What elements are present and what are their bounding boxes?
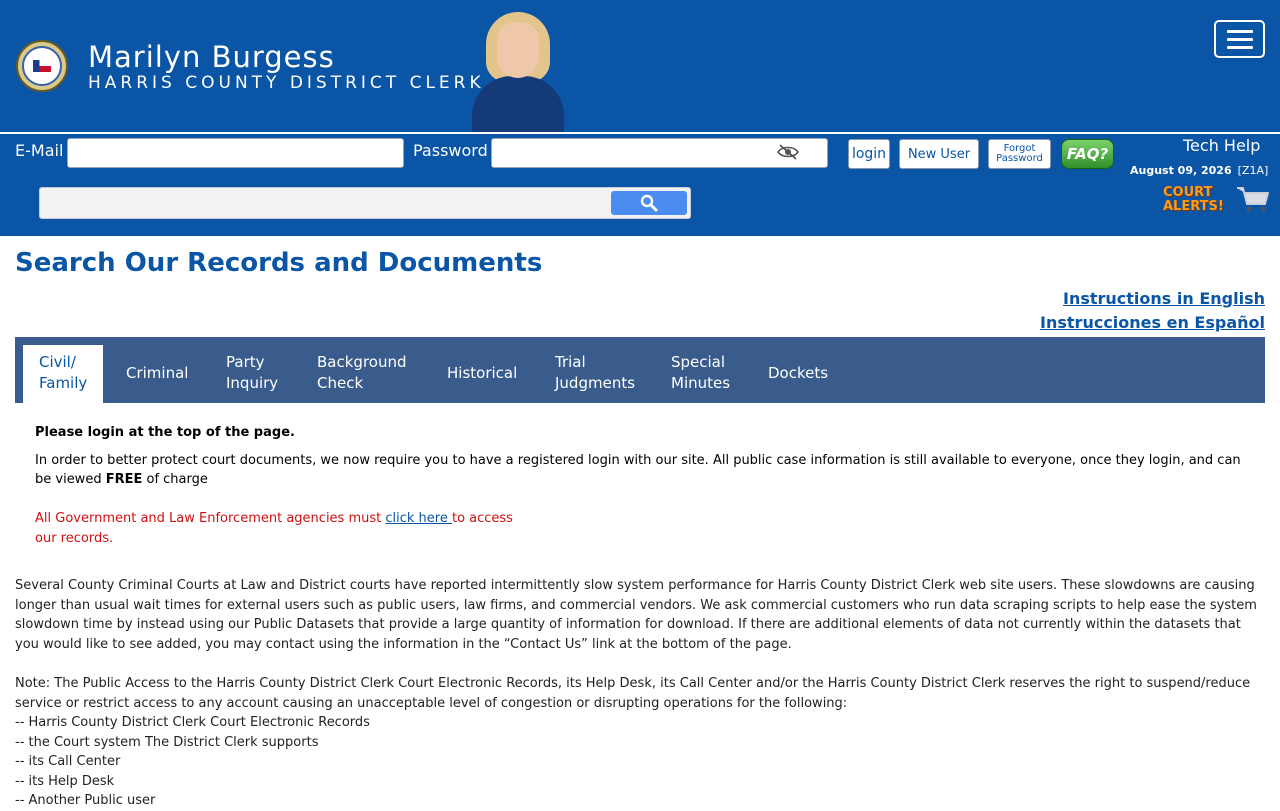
government-notice	[35, 509, 535, 549]
clerk-name: Marilyn Burgess	[88, 40, 335, 74]
login-button[interactable]: login	[848, 139, 890, 169]
hamburger-menu-button[interactable]	[1214, 20, 1265, 58]
portrait-body	[472, 76, 564, 132]
tab-party-inquiry[interactable]	[226, 352, 278, 394]
tab-dockets[interactable]	[768, 363, 828, 384]
site-search	[39, 187, 691, 219]
clerk-subtitle: HARRIS COUNTY DISTRICT CLERK	[88, 73, 485, 93]
portrait-face	[497, 22, 539, 78]
tab-line-1: Trial	[555, 353, 586, 371]
tab-civil-family[interactable]	[23, 345, 103, 403]
court-alerts-button[interactable]	[1163, 186, 1225, 216]
search-input[interactable]	[46, 192, 606, 214]
tab-line-1: Dockets	[768, 364, 829, 382]
page-title: Search Our Records and Documents	[15, 248, 543, 278]
protect-text-1: In order to better protect court documents, we now require you to have a registered login with our site. All public case information is still available to everyone, once they login, and can be viewed	[35, 453, 1241, 487]
tab-trial-judgments[interactable]	[555, 352, 635, 394]
instructions-english-link[interactable]: Instructions in English	[1063, 289, 1265, 308]
forgot-line-1: Forgot	[1003, 143, 1036, 154]
note-item: -- Harris County District Clerk Court Electronic Records	[15, 715, 370, 730]
tab-historical[interactable]	[447, 363, 517, 384]
menu-bar-icon	[1227, 46, 1253, 49]
search-tabs	[15, 337, 1265, 403]
hide-password-icon[interactable]	[777, 144, 799, 160]
forgot-password-button[interactable]	[988, 139, 1051, 169]
menu-bar-icon	[1227, 38, 1253, 41]
instructions-spanish-link[interactable]: Instrucciones en Español	[1040, 313, 1265, 332]
tab-line-1: Special	[671, 353, 726, 371]
tab-line-1: Party	[226, 353, 265, 371]
email-input[interactable]	[67, 138, 404, 168]
new-user-button[interactable]: New User	[899, 139, 979, 169]
tab-line-2: Inquiry	[226, 374, 279, 392]
tab-special-minutes[interactable]	[671, 352, 730, 394]
clerk-portrait	[472, 12, 564, 132]
date-text: August 09, 2026	[1130, 164, 1232, 177]
faq-button[interactable]: FAQ?	[1061, 139, 1114, 169]
tab-line-1: Historical	[447, 364, 518, 382]
tab-line-2: Check	[317, 374, 364, 392]
seal-inner	[22, 46, 62, 86]
note-item: -- the Court system The District Clerk supports	[15, 734, 319, 750]
tab-background-check[interactable]	[317, 352, 407, 394]
password-label: Password	[413, 141, 488, 160]
shopping-cart-icon[interactable]	[1235, 184, 1271, 214]
county-seal-icon[interactable]	[16, 40, 68, 92]
gov-click-here-link[interactable]: click here	[385, 511, 452, 526]
texas-flag-icon	[33, 60, 51, 72]
email-label: E-Mail	[15, 141, 64, 160]
tab-line-1: Criminal	[126, 364, 189, 382]
tab-line-2: Minutes	[671, 374, 731, 392]
tab-criminal[interactable]	[126, 363, 188, 384]
note-item: -- Another Public user	[15, 793, 156, 808]
gov-text-2: to access our records.	[35, 511, 513, 546]
slowdown-notice: Several County Criminal Courts at Law and District courts have reported intermittently slow system performance for Harris County District Clerk web site users. These slowdowns are causing longer than usual wait times for external users such as public users, law firms, and commercial vendors. We ask commercial customers who run data scraping scripts to help ease the system slowdown time by instead using our Public Datasets that provide a large quantity of information for download. If there are additional elements of data not currently within the datasets that you would like to see added, you may contact using the information in the “Contact Us” link at the bottom of the page.	[15, 578, 1257, 652]
tab-line-1: Background	[317, 353, 407, 371]
note-item: -- its Call Center	[15, 754, 121, 769]
alerts-line-2: ALERTS!	[1163, 199, 1224, 214]
menu-bar-icon	[1227, 30, 1253, 33]
search-icon	[640, 194, 658, 212]
forgot-line-2: Password	[996, 153, 1043, 164]
note-text: Note: The Public Access to the Harris County District Clerk Court Electronic Records, its Help Desk, its Call Center and/or the Harris County District Clerk reserves the right to suspend/reduce service or restrict access to any account causing an unacceptable level of congestion or disrupting operations for the following:	[15, 676, 1251, 711]
protect-text-2: of charge	[142, 472, 208, 487]
login-prompt: Please login at the top of the page.	[35, 425, 295, 440]
tab-line-2: Family	[39, 374, 88, 392]
gov-text-1: All Government and Law Enforcement agencies must	[35, 511, 386, 526]
site-header	[0, 0, 1280, 132]
tab-line-1: Civil/	[39, 353, 76, 371]
protect-notice	[35, 451, 1245, 489]
note-item: -- its Help Desk	[15, 773, 115, 789]
tech-help-link[interactable]: Tech Help	[1183, 136, 1261, 155]
server-code: [Z1A]	[1237, 164, 1269, 177]
tab-line-2: Judgments	[555, 374, 636, 392]
protect-free: FREE	[105, 472, 143, 487]
current-date	[1130, 164, 1268, 177]
access-note	[15, 674, 1265, 811]
search-button[interactable]	[611, 191, 687, 215]
alerts-line-1: COURT	[1163, 185, 1213, 200]
